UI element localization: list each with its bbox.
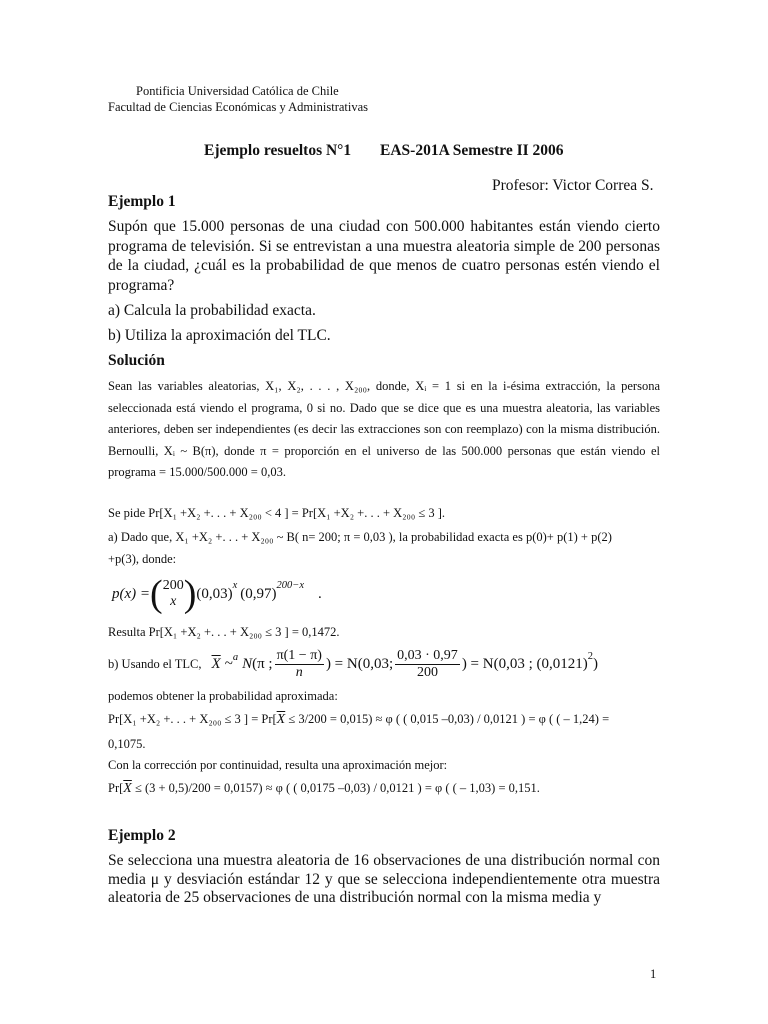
corr-line-b: ≤ (3 + 0,5)/200 = 0,0157) ≈ φ ( ( 0,0175 –0,03) / 0,0121 ) = φ ( ( – 1,03) = 0,151.: [131, 781, 540, 795]
tlc-eq2: ) = N(0,03 ; (0,0121): [461, 655, 588, 672]
university-name: Pontificia Universidad Católica de Chile: [136, 84, 339, 98]
binom-bottom: x: [170, 594, 177, 609]
tlc-frac1-num: π(1 − π): [276, 647, 322, 663]
faculty-name: Facultad de Ciencias Económicas y Administrativas: [108, 100, 369, 114]
tlc-formula-row: [108, 644, 598, 684]
binom-open-paren: (: [150, 573, 163, 615]
correccion-line: Con la corrección por continuidad, resulta una aproximación mejor:: [108, 758, 448, 772]
tlc-fraction-2: [395, 648, 460, 681]
approx-line-1: [108, 712, 609, 728]
tlc-frac2-den: 200: [416, 664, 438, 680]
correction-formula-line: [108, 781, 540, 797]
doc-title-right: EAS-201A Semestre II 2006: [380, 142, 564, 159]
ejemplo1-statement: Supón que 15.000 personas de una ciudad con 500.000 habitantes están viendo cierto programa de televisión. Si se entrevistan a una muestra aleatoria simple de 200 personas de la ciudad, ¿cuál es la probabilidad de que menos de cuatro personas estén viendo el programa?: [108, 218, 660, 294]
ejemplo1-item-a: a) Calcula la probabilidad exacta.: [108, 302, 316, 319]
tlc-end: ): [593, 655, 599, 672]
page-number: 1: [650, 967, 657, 981]
part-a-line-1: a) Dado que, X₁ +X₂ +. . . + X₂₀₀ ~ B( n= 200; π = 0,03 ), la probabilidad exacta es p(0)+ p(1) + p(2): [108, 530, 612, 544]
approx-xbar: $\overline{X}$: [276, 712, 286, 727]
ejemplo1-heading: Ejemplo 1: [108, 193, 176, 210]
tlc-frac2-num: 0,03 · 0,97: [397, 647, 458, 663]
binomial-coefficient: [163, 578, 184, 610]
corr-line-a: Pr[: [108, 781, 124, 795]
formula-base-2: (0,97): [240, 585, 277, 602]
ejemplo2-heading: Ejemplo 2: [108, 827, 176, 844]
binom-top: 200: [162, 577, 184, 593]
part-b-label: b) Usando el TLC,: [108, 656, 202, 671]
tlc-eq1: ) = N(0,03;: [325, 655, 394, 672]
formula-lhs: p(x) =: [112, 585, 151, 602]
binomial-pmf-formula: p(x) = ( 200 x ) (0,03) $^x$ (0,97) $^{200-x}$ .: [112, 573, 322, 615]
approx-line-2: 0,1075.: [108, 737, 146, 751]
tlc-tilde: ~: [224, 655, 233, 672]
resulta-line: Resulta Pr[X₁ +X₂ +. . . + X₂₀₀ ≤ 3 ] = 0,1472.: [108, 625, 340, 639]
professor-line: Profesor: Victor Correa S.: [492, 177, 654, 194]
podemos-line: podemos obtener la probabilidad aproximada:: [108, 689, 338, 703]
binom-close-paren: ): [183, 573, 197, 615]
tlc-N: N: [242, 655, 253, 672]
doc-title-left: Ejemplo resueltos N°1: [204, 142, 352, 159]
tlc-fraction-1: [275, 648, 324, 681]
ejemplo2-statement: Se selecciona una muestra aleatoria de 16 observaciones de una distribución normal con media μ y desviación estándar 12 y que se selecciona independientemente otra muestra aleatoria de 25 observaciones de una distribución normal con la misma media y: [108, 852, 660, 906]
approx-line-1b: ≤ 3/200 = 0,015) ≈ φ ( ( 0,015 –0,03) / 0,0121 ) = φ ( ( – 1,24) =: [285, 712, 610, 726]
se-pide-line: Se pide Pr[X₁ +X₂ +. . . + X₂₀₀ < 4 ] = Pr[X₁ +X₂ +. . . + X₂₀₀ ≤ 3 ].: [108, 506, 446, 520]
xbar-symbol: $\overline{X}$: [211, 655, 221, 672]
approx-line-1a: Pr[X₁ +X₂ +. . . + X₂₀₀ ≤ 3 ] = Pr[: [108, 712, 277, 726]
solution-paragraph: Sean las variables aleatorias, X₁, X₂, . . . , X₂₀₀, donde, Xᵢ = 1 si en la i-ésima extracción, la persona seleccionada está viendo el programa, 0 si no. Dado que se dice que es una muestra aleatoria, las variables anteriores, deben ser independientes (es decir las extracciones son con reemplazo) con la misma distribución. Bernoulli, Xᵢ ~ B(π), donde π = proporción en el universo de las 500.000 personas que están viendo el programa = 15.000/500.000 = 0,03.: [108, 379, 660, 479]
solution-heading: Solución: [108, 352, 165, 369]
corr-xbar: $\overline{X}$: [123, 781, 132, 796]
formula-end: .: [318, 585, 322, 602]
tlc-pi: (π ;: [252, 655, 273, 672]
tlc-frac1-den: n: [295, 664, 303, 680]
ejemplo1-item-b: b) Utiliza la aproximación del TLC.: [108, 327, 331, 344]
part-a-line-2: +p(3), donde:: [108, 552, 177, 566]
tlc-formula: $\overline{X}$ ~ $^a$ N (π ; $\frac{\pi(1 - \pi)}{n}$ ) = N(0,03; $\frac{0,03 \cdot 0,97}{200}$ ) = N(0,03 ; (0,0121) $^2$ ): [211, 647, 599, 680]
formula-base-1: (0,03): [196, 585, 233, 602]
